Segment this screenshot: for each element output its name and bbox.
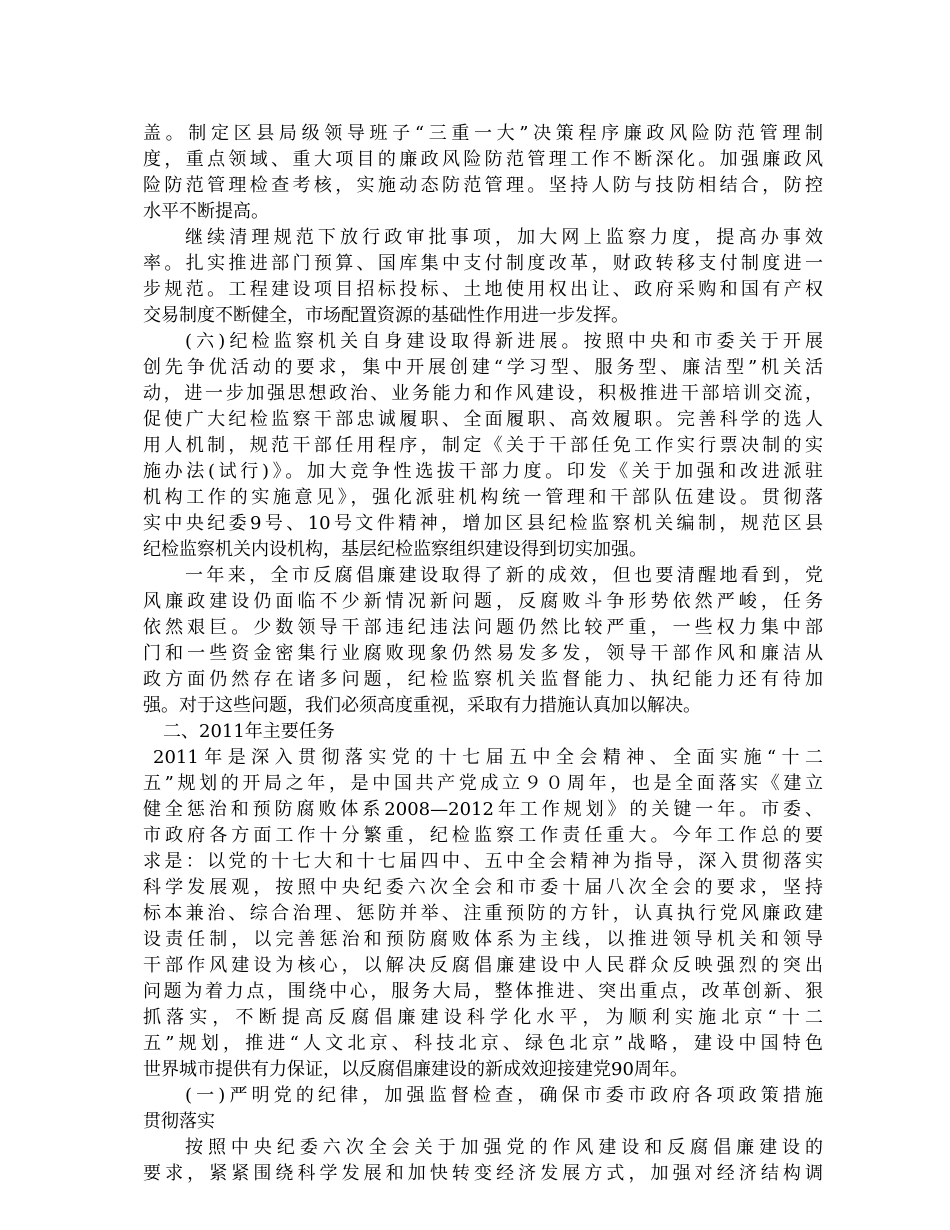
text-line: 率。扎实推进部门预算、国库集中支付制度改革，财政转移支付制度进一 [143,253,823,274]
text-line: 度，重点领域、重大项目的廉政风险防范管理工作不断深化。加强廉政风 [143,149,823,170]
text-line: 标本兼治、综合治理、惩防并举、注重预防的方针，认真执行党风廉政建 [143,903,823,924]
text-line: (六)纪检监察机关自身建设取得新进展。按照中央和市委关于开展 [185,331,823,352]
text-line: 2011年是深入贯彻落实党的十七届五中全会精神、全面实施“十二 [153,747,823,768]
text-line: 科学发展观，按照中央纪委六次全会和市委十届八次全会的要求，坚持 [143,877,823,898]
text-line: 机构工作的实施意见》，强化派驻机构统一管理和干部队伍建设。贯彻落 [143,487,823,508]
text-line: 促使广大纪检监察干部忠诚履职、全面履职、高效履职。完善科学的选人 [143,409,823,430]
text-line: 施办法(试行)》。加大竞争性选拔干部力度。印发《关于加强和改进派驻 [143,461,823,482]
text-line: (一)严明党的纪律，加强监督检查，确保市委市政府各项政策措施 [185,1085,823,1106]
text-line: 抓落实，不断提高反腐倡廉建设科学化水平，为顺利实施北京“十二 [143,1007,823,1028]
text-line: 市政府各方面工作十分繁重，纪检监察工作责任重大。今年工作总的要 [143,825,823,846]
text-line: 五”规划的开局之年，是中国共产党成立９０周年，也是全面落实《建立 [143,773,823,794]
document-body [143,121,823,1187]
text-line: 一年来，全市反腐倡廉建设取得了新的成效，但也要清醒地看到，党 [185,565,823,586]
text-line: 干部作风建设为核心，以解决反腐倡廉建设中人民群众反映强烈的突出 [143,955,823,976]
text-line: 要求，紧紧围绕科学发展和加快转变经济发展方式，加强对经济结构调 [143,1163,823,1184]
text-line: 交易制度不断健全，市场配置资源的基础性作用进一步发挥。 [143,305,629,326]
text-line: 二、2011年主要任务 [163,721,335,742]
text-line: 风廉政建设仍面临不少新情况新问题，反腐败斗争形势依然严峻，任务 [143,591,823,612]
text-line: 求是：以党的十七大和十七届四中、五中全会精神为指导，深入贯彻落实 [143,851,823,872]
text-line: 继续清理规范下放行政审批事项，加大网上监察力度，提高办事效 [185,227,823,248]
text-line: 贯彻落实 [143,1111,215,1132]
text-line: 创先争优活动的要求，集中开展创建“学习型、服务型、廉洁型”机关活 [143,357,823,378]
text-line: 险防范管理检查考核，实施动态防范管理。坚持人防与技防相结合，防控 [143,175,823,196]
text-line: 动，进一步加强思想政治、业务能力和作风建设，积极推进干部培训交流， [143,383,823,404]
text-line: 用人机制，规范干部任用程序，制定《关于干部任免工作实行票决制的实 [143,435,823,456]
text-line: 强。对于这些问题，我们必须高度重视，采取有力措施认真加以解决。 [143,695,701,716]
text-line: 设责任制，以完善惩治和预防腐败体系为主线，以推进领导机关和领导 [143,929,823,950]
text-line: 五”规划，推进“人文北京、科技北京、绿色北京”战略，建设中国特色 [143,1033,823,1054]
text-line: 实中央纪委9号、10号文件精神，增加区县纪检监察机关编制，规范区县 [143,513,823,534]
text-line: 依然艰巨。少数领导干部违纪违法问题仍然比较严重，一些权力集中部 [143,617,823,638]
text-line: 盖。制定区县局级领导班子“三重一大”决策程序廉政风险防范管理制 [143,123,823,144]
text-line: 政方面仍然存在诸多问题，纪检监察机关监督能力、执纪能力还有待加 [143,669,823,690]
text-line: 健全惩治和预防腐败体系2008—2012年工作规划》的关键一年。市委、 [143,799,823,820]
text-line: 问题为着力点，围绕中心，服务大局，整体推进、突出重点，改革创新、狠 [143,981,823,1002]
text-line: 纪检监察机关内设机构，基层纪检监察组织建设得到切实加强。 [143,539,647,560]
text-line: 世界城市提供有力保证，以反腐倡廉建设的新成效迎接建党90周年。 [143,1059,688,1080]
text-line: 按照中央纪委六次全会关于加强党的作风建设和反腐倡廉建设的 [185,1137,823,1158]
text-line: 步规范。工程建设项目招标投标、土地使用权出让、政府采购和国有产权 [143,279,823,300]
text-line: 门和一些资金密集行业腐败现象仍然易发多发，领导干部作风和廉洁从 [143,643,823,664]
text-line: 水平不断提高。 [143,201,269,222]
